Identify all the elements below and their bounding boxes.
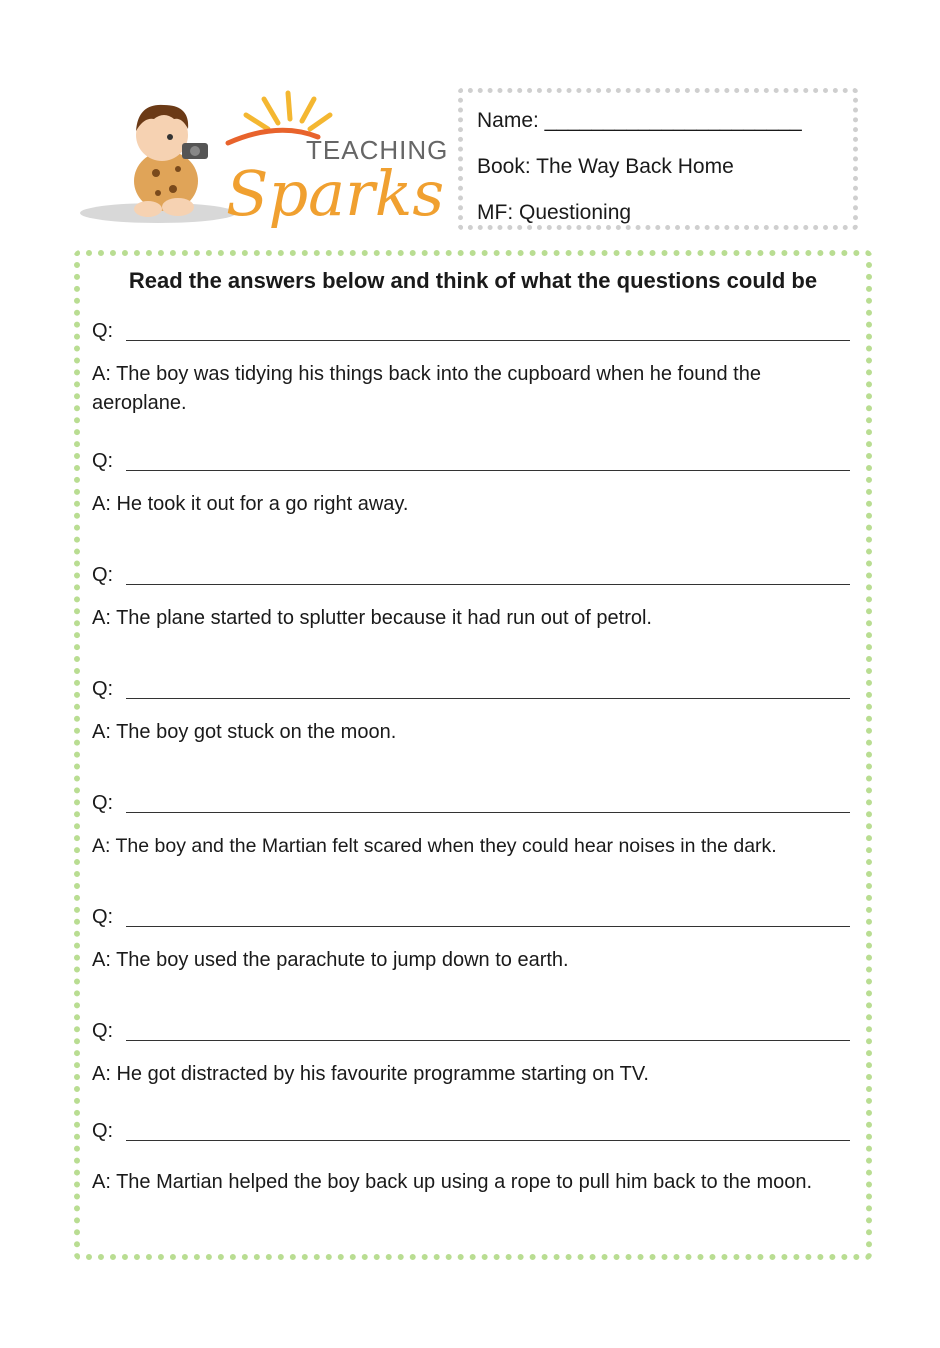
answer-6: A: The boy used the parachute to jump down to earth. bbox=[92, 949, 569, 971]
caveman-icon bbox=[78, 85, 448, 235]
teaching-sparks-logo bbox=[78, 85, 448, 235]
answer-7: A: He got distracted by his favourite programme starting on TV. bbox=[92, 1063, 649, 1085]
q-label: Q: bbox=[92, 1020, 114, 1042]
answer-1: A: The boy was tidying his things back into the cupboard when he found the aeroplane. bbox=[92, 363, 761, 414]
answer-2: A: He took it out for a go right away. bbox=[92, 493, 409, 515]
question-line-2[interactable] bbox=[92, 450, 113, 473]
logo-sparks-text: Sparks bbox=[226, 157, 445, 230]
answer-4: A: The boy got stuck on the moon. bbox=[92, 721, 397, 743]
question-line-6[interactable] bbox=[92, 906, 113, 929]
answer-5: A: The boy and the Martian felt scared when they could hear noises in the dark. bbox=[92, 835, 777, 857]
book-label: Book: The Way Back Home bbox=[477, 155, 734, 178]
name-field[interactable]: Name: ______________________ bbox=[477, 109, 802, 132]
answer-8: A: The Martian helped the boy back up using a rope to pull him back to the moon. bbox=[92, 1171, 813, 1193]
q-label: Q: bbox=[92, 678, 114, 700]
question-line-8[interactable] bbox=[92, 1120, 113, 1143]
student-info-box bbox=[458, 88, 858, 230]
answer-3: A: The plane started to splutter because it had run out of petrol. bbox=[92, 607, 652, 629]
q-label: Q: bbox=[92, 564, 114, 586]
question-line-5[interactable] bbox=[92, 792, 113, 815]
q-label: Q: bbox=[92, 906, 114, 928]
logo-teaching-text: TEACHING bbox=[306, 135, 448, 165]
worksheet-box bbox=[74, 250, 872, 1260]
q-label: Q: bbox=[92, 320, 114, 342]
q-label: Q: bbox=[92, 450, 114, 472]
question-line-7[interactable] bbox=[92, 1020, 113, 1043]
mf-label: MF: Questioning bbox=[477, 201, 632, 224]
q-label: Q: bbox=[92, 792, 114, 814]
question-line-1[interactable] bbox=[92, 320, 113, 343]
question-line-4[interactable] bbox=[92, 678, 113, 701]
worksheet-title: Read the answers below and think of what the questions could be bbox=[128, 268, 818, 293]
question-line-3[interactable] bbox=[92, 564, 113, 587]
q-label: Q: bbox=[92, 1120, 114, 1142]
